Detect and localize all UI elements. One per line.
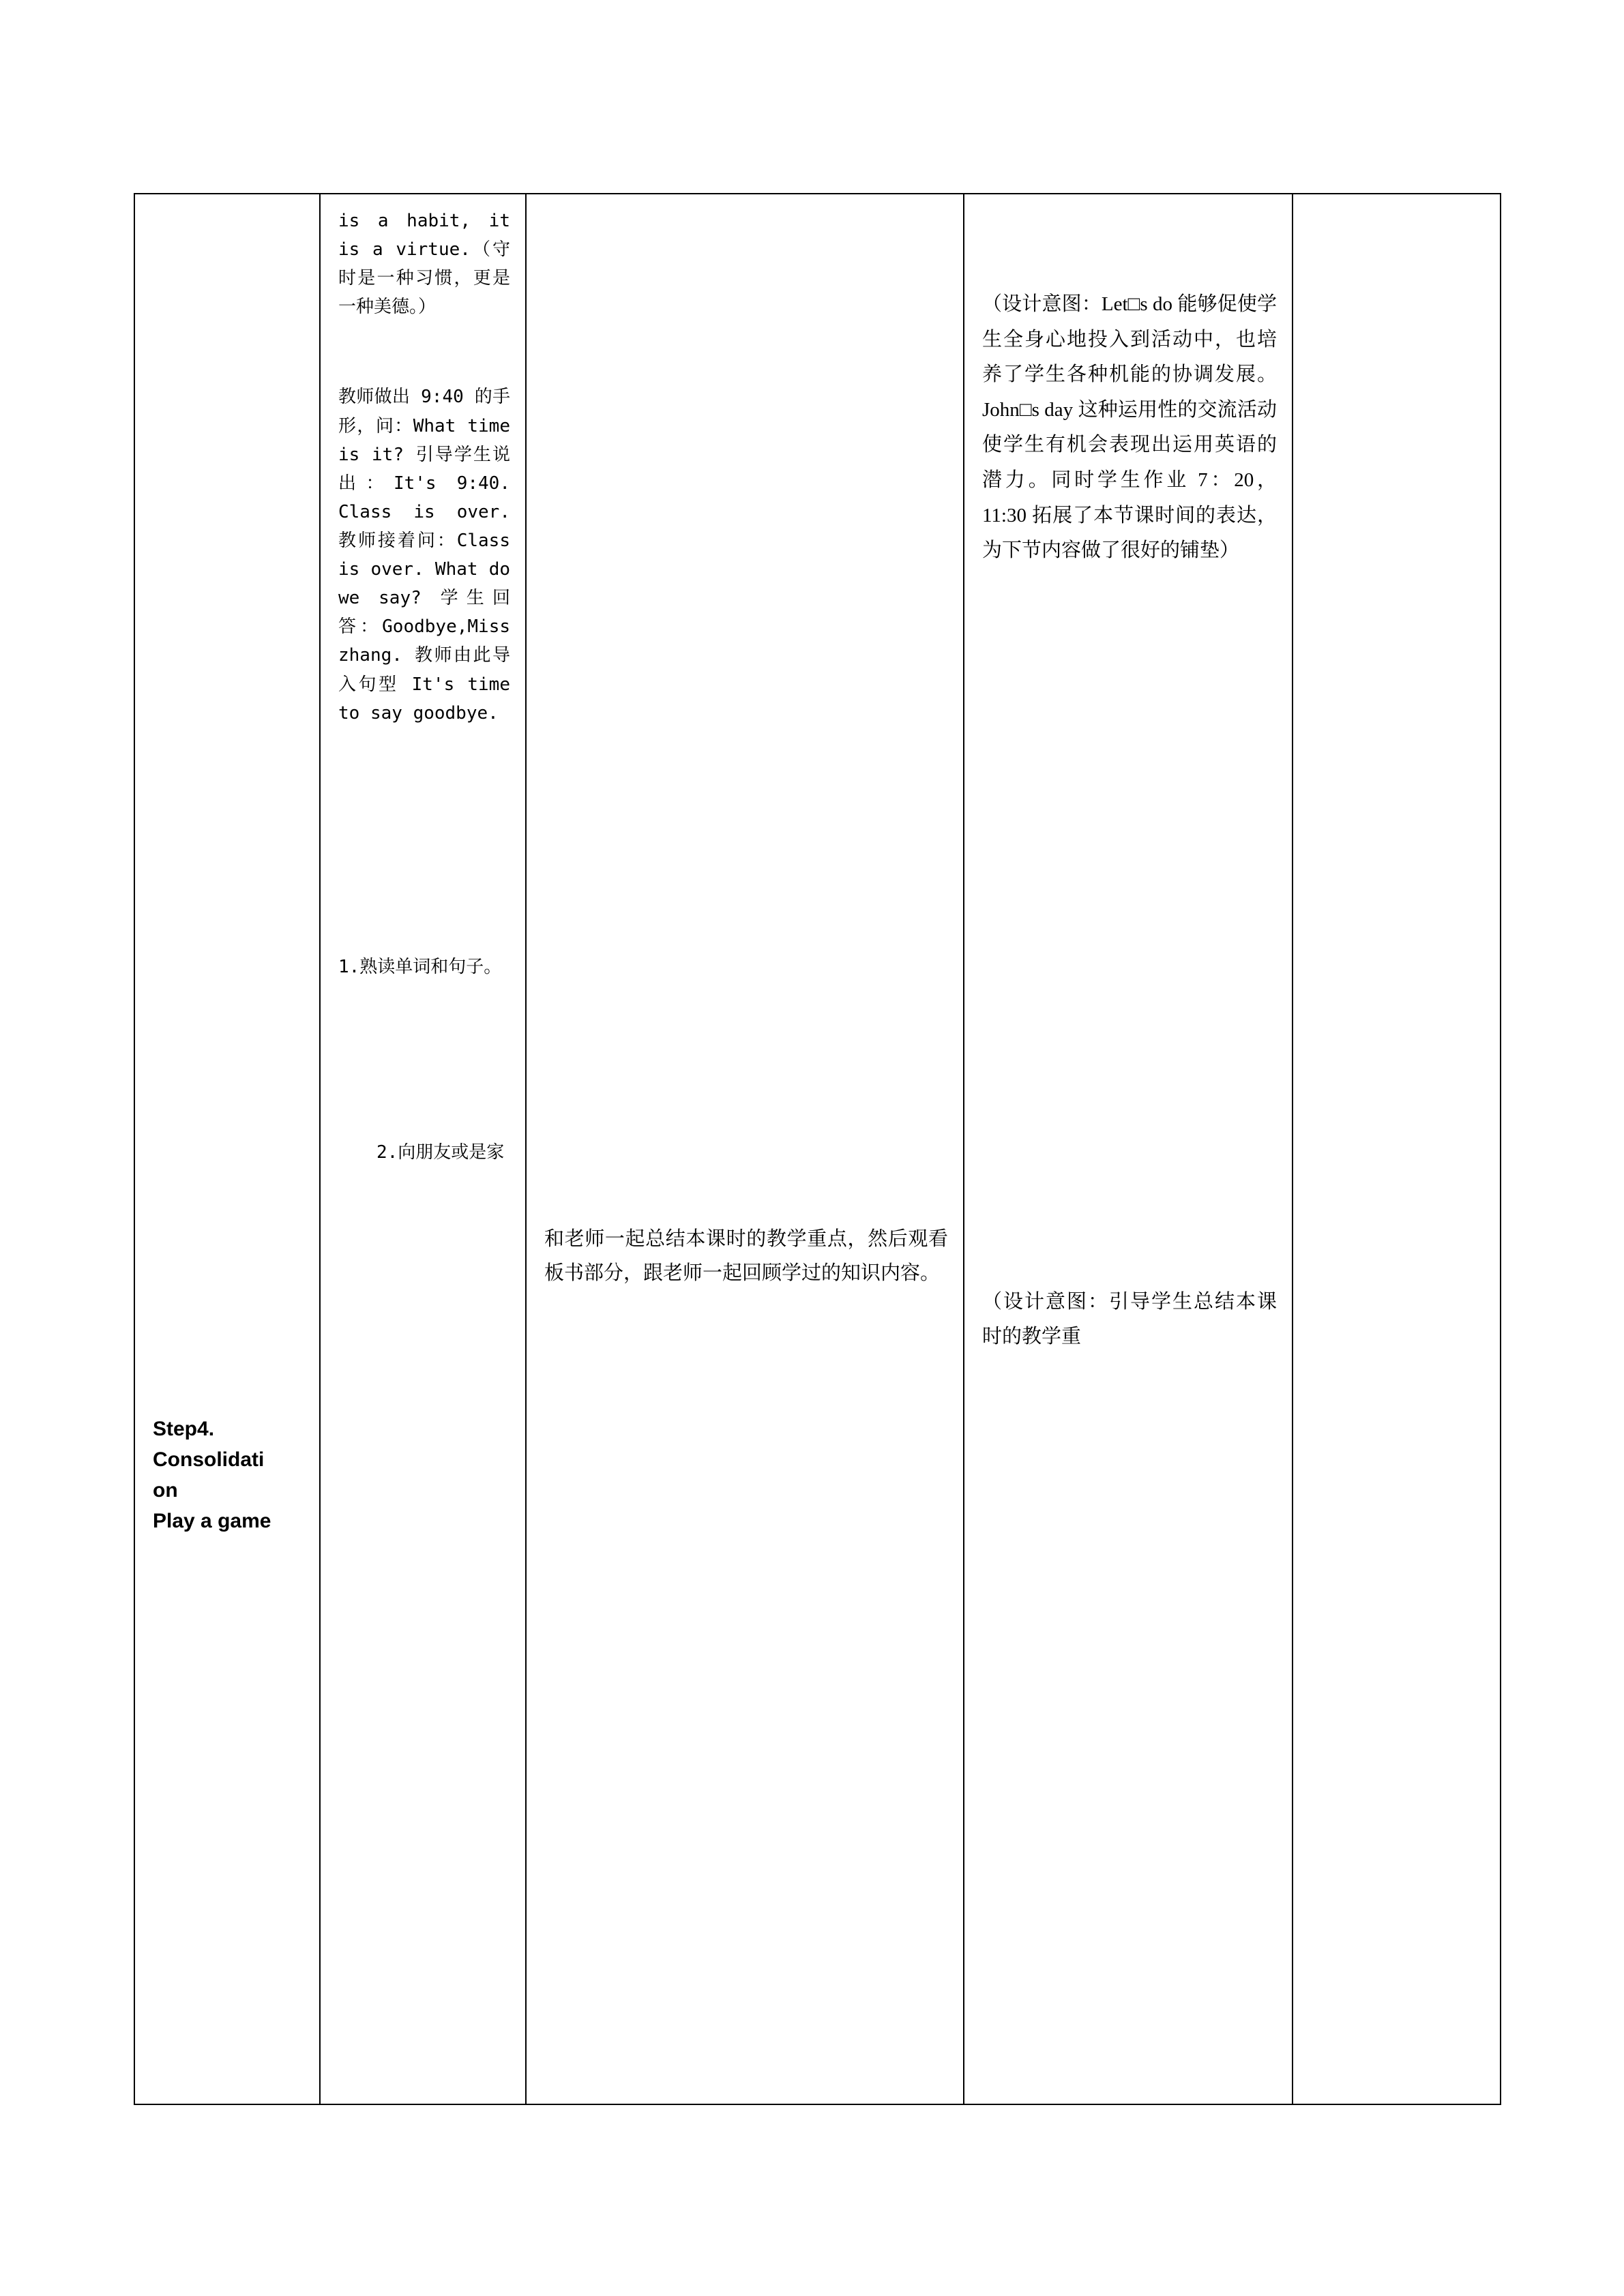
step-label-line3: on (153, 1479, 178, 1502)
design-intent-para-2: （设计意图：引导学生总结本课时的教学重 (982, 1290, 1277, 1348)
step-cell-inner (135, 194, 319, 2104)
teacher-activity-para-4: 2.向朋友或是家 (377, 1142, 505, 1163)
spacer (338, 321, 510, 383)
cell-teacher-activity (320, 194, 526, 2104)
teacher-activity-inner (321, 194, 525, 2104)
design-intent-para-1: （设计意图：Let□s do 能够促使学生全身心地投入到活动中，也培养了学生各种机能的协调发展。John□s day 这种运用性的交流活动使学生有机会表现出运用英语的潜力。同时学生作业 7：20，11:30 拓展了本节课时间的表达，为下节内容做了很好的铺垫） (982, 293, 1277, 562)
cell-notes (1293, 194, 1501, 2104)
teacher-activity-para-3: 1.熟读单词和句子。 (338, 956, 502, 977)
spacer (338, 981, 510, 1138)
spacer (982, 569, 1277, 1285)
table-row (134, 194, 1501, 2104)
design-intent-inner (964, 194, 1292, 2104)
student-activity-inner (527, 194, 963, 2104)
cell-step (134, 194, 320, 2104)
cell-design-intent (964, 194, 1293, 2104)
step-label-line2: Consolidati (153, 1448, 265, 1471)
spacer (544, 207, 948, 1223)
student-activity-para-1: 和老师一起总结本课时的教学重点，然后观看板书部分，跟老师一起回顾学过的知识内容。 (544, 1228, 948, 1284)
spacer (982, 207, 1277, 287)
step-label-line1: Step4. (153, 1418, 215, 1440)
lesson-plan-table (134, 193, 1501, 2105)
cell-student-activity (526, 194, 964, 2104)
teacher-activity-para-1: is a habit, it is a virtue.（守时是一种习惯，更是一种美德。） (338, 211, 510, 318)
notes-inner (1293, 194, 1500, 2104)
step-label-line4: Play a game (153, 1510, 271, 1532)
step-label (153, 1414, 304, 1536)
spacer (338, 728, 510, 953)
teacher-activity-para-2: 教师做出 9:40 的手形，问：What time is it? 引导学生说出：It's 9:40. Class is over. 教师接着问：Class is over. What do we say? 学生回答：Goodbye,Miss zhang. 教师由此导入句型 It's time to say goodbye. (338, 387, 510, 724)
